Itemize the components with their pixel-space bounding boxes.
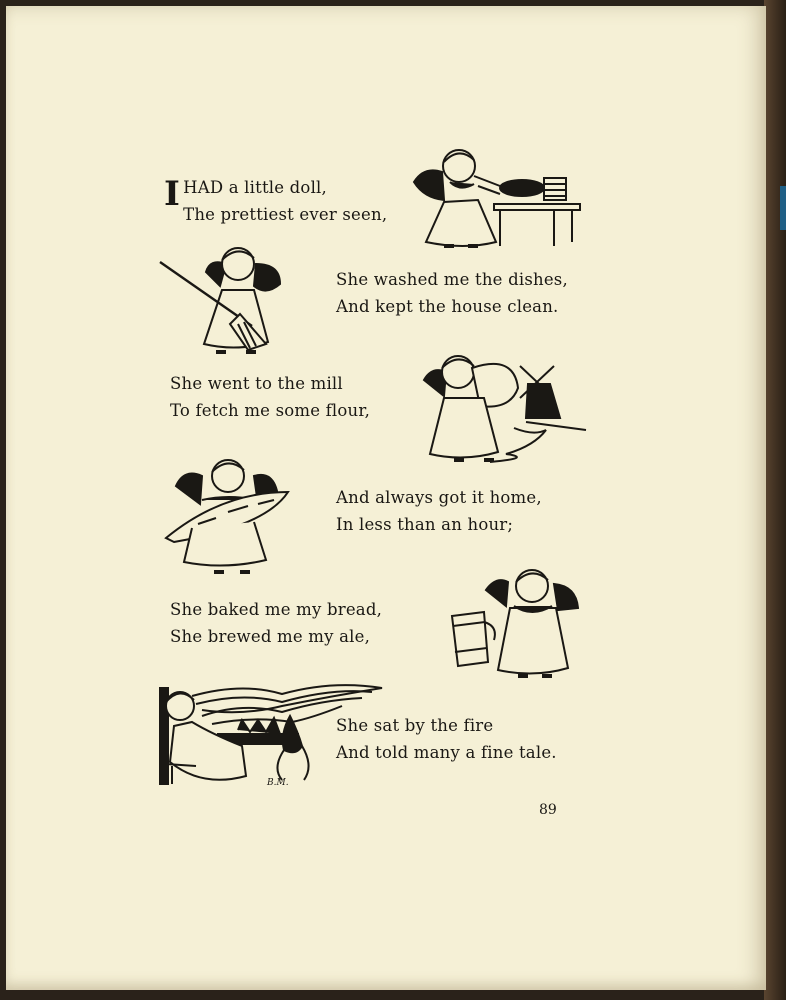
book-page bbox=[6, 6, 766, 990]
verse-3 bbox=[170, 370, 370, 424]
verse-line: And always got it home, bbox=[336, 488, 542, 507]
verse-1 bbox=[164, 174, 388, 228]
verse-line: She went to the mill bbox=[170, 374, 343, 393]
verse-line: In less than an hour; bbox=[336, 515, 514, 534]
doll-by-fireplace-illustration bbox=[152, 676, 386, 796]
illustrator-monogram: B.M. bbox=[267, 778, 289, 788]
verse-line: And kept the house clean. bbox=[336, 297, 559, 316]
verse-line: She sat by the fire bbox=[336, 716, 494, 735]
verse-5 bbox=[170, 596, 382, 650]
verse-line: HAD a little doll, bbox=[183, 178, 327, 197]
verse-line: And told many a fine tale. bbox=[336, 743, 557, 762]
doll-carrying-bread-illustration bbox=[162, 452, 294, 576]
doll-sweeping-illustration bbox=[156, 242, 288, 354]
verse-2 bbox=[336, 266, 568, 320]
verse-line: She washed me the dishes, bbox=[336, 270, 568, 289]
doll-washing-dishes-illustration bbox=[404, 142, 584, 254]
cover-tab bbox=[780, 186, 786, 230]
doll-with-tankard-illustration bbox=[444, 566, 584, 682]
drop-cap: I bbox=[164, 174, 181, 214]
verse-line: She brewed me my ale, bbox=[170, 627, 371, 646]
verse-line: To fetch me some flour, bbox=[170, 401, 371, 420]
verse-line: The prettiest ever seen, bbox=[183, 205, 388, 224]
verse-4 bbox=[336, 484, 542, 538]
verse-line: She baked me my bread, bbox=[170, 600, 383, 619]
book-cover-edge bbox=[764, 0, 786, 1000]
doll-flour-sack-windmill-illustration bbox=[414, 350, 594, 466]
page-number: 89 bbox=[539, 802, 557, 818]
